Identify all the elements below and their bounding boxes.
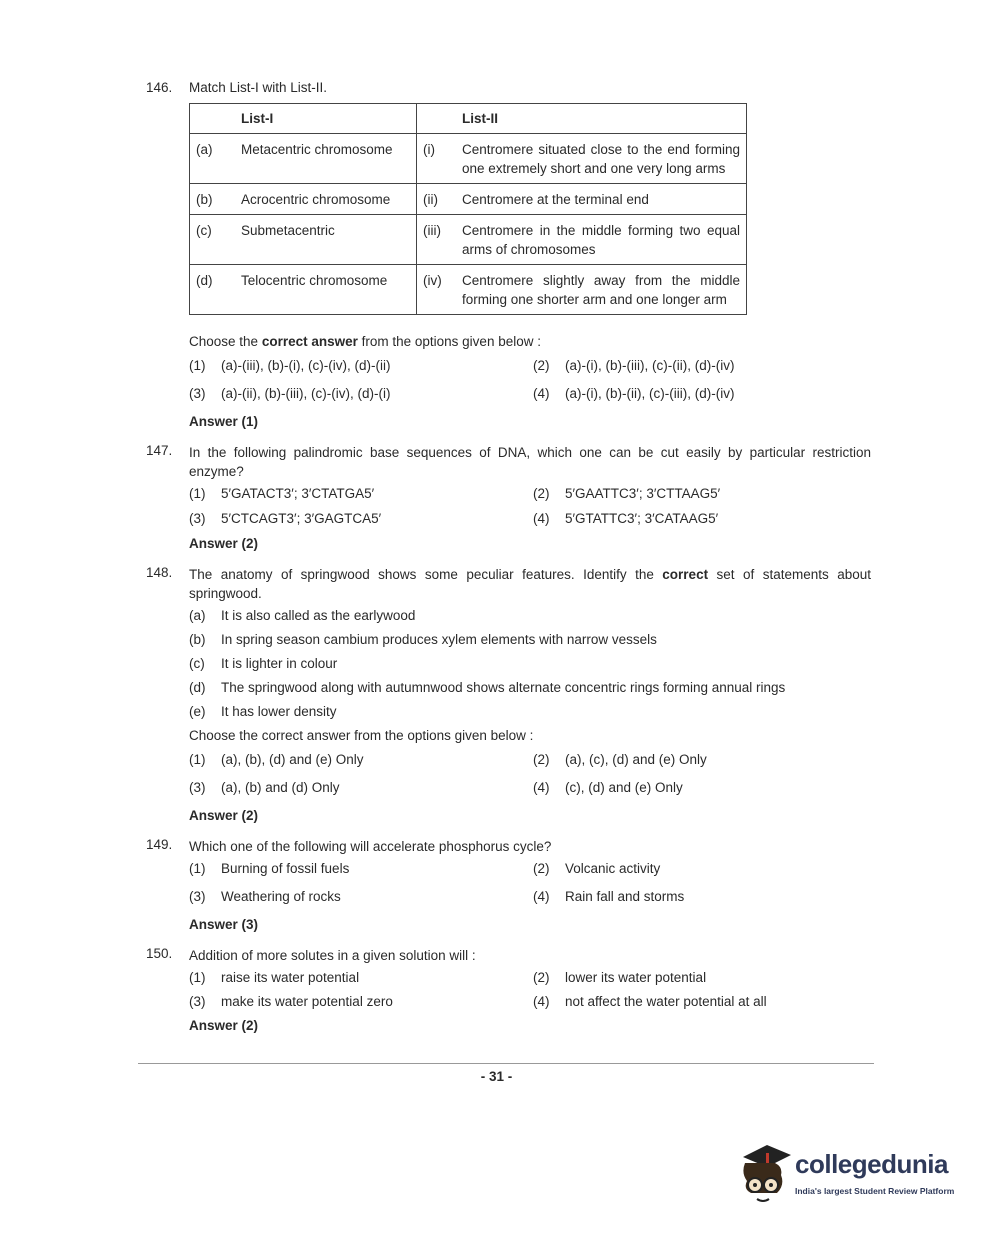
footer-divider xyxy=(138,1063,874,1064)
list-1-item: Telocentric chromosome xyxy=(235,265,417,315)
match-table xyxy=(189,103,747,315)
table-header-row xyxy=(190,104,747,134)
statement-b: (b) In spring season cambium produces xylem elements with narrow vessels xyxy=(189,632,657,647)
list-1-item: Submetacentric xyxy=(235,215,417,265)
option-3: (3) make its water potential zero xyxy=(189,994,393,1009)
brand-tagline: India's largest Student Review Platform xyxy=(795,1186,955,1196)
row-key: (c) xyxy=(190,215,236,265)
answer-label: Answer (2) xyxy=(189,1018,259,1033)
list-2-item: Centromere situated close to the end forming one extremely short and one very long arms xyxy=(456,134,747,184)
statement-a: (a) It is also called as the earlywood xyxy=(189,608,416,623)
question-text: Which one of the following will accelerate phosphorus cycle? xyxy=(189,839,552,854)
option-1: (1) raise its water potential xyxy=(189,970,360,985)
list-2-item: Centromere at the terminal end xyxy=(456,184,747,215)
option-3: (3) (a), (b) and (d) Only xyxy=(189,780,340,795)
option-4: (4) not affect the water potential at all xyxy=(533,994,767,1009)
option-2: (2) Volcanic activity xyxy=(533,861,661,876)
answer-label: Answer (3) xyxy=(189,917,259,932)
row-key: (d) xyxy=(190,265,236,315)
statement-d: (d) The springwood along with autumnwood shows alternate concentric rings forming annual rings xyxy=(189,680,786,695)
list-2-item: Centromere slightly away from the middle forming one shorter arm and one longer arm xyxy=(456,265,747,315)
answer-label: Answer (2) xyxy=(189,808,259,823)
choose-instruction: Choose the correct answer from the options given below : xyxy=(189,728,534,743)
question-number: 149. xyxy=(146,837,173,852)
option-2: (2) (a)-(i), (b)-(iii), (c)-(ii), (d)-(iv) xyxy=(533,358,735,373)
brand-name: collegedunia xyxy=(795,1149,948,1179)
page-number: - 31 - xyxy=(480,1069,513,1084)
table-row xyxy=(190,215,747,265)
row-roman: (i) xyxy=(417,134,457,184)
list-2-item: Centromere in the middle forming two equal arms of chromosomes xyxy=(456,215,747,265)
option-1: (1) (a), (b), (d) and (e) Only xyxy=(189,752,364,767)
option-4: (4) Rain fall and storms xyxy=(533,889,685,904)
answer-label: Answer (2) xyxy=(189,536,259,551)
option-4: (4) 5′GTATTC3′; 3′CATAAG5′ xyxy=(533,511,719,526)
choose-instruction: Choose the correct answer from the options given below : xyxy=(189,334,541,349)
question-number: 147. xyxy=(146,443,173,458)
option-4: (4) (c), (d) and (e) Only xyxy=(533,780,683,795)
question-text: The anatomy of springwood shows some peculiar features. Identify the correct set of statements about springwood. xyxy=(189,567,871,601)
row-roman: (iii) xyxy=(417,215,457,265)
row-key: (b) xyxy=(190,184,236,215)
option-2: (2) lower its water potential xyxy=(533,970,707,985)
question-number: 150. xyxy=(146,946,173,961)
option-1: (1) 5′GATACT3′; 3′CTATGA5′ xyxy=(189,486,375,501)
question-text: Match List-I with List-II. xyxy=(189,80,328,95)
list-1-header: List-I xyxy=(235,104,417,134)
option-2: (2) (a), (c), (d) and (e) Only xyxy=(533,752,707,767)
mascot-icon xyxy=(737,1139,793,1205)
list-1-item: Acrocentric chromosome xyxy=(235,184,417,215)
option-3: (3) Weathering of rocks xyxy=(189,889,341,904)
row-key: (a) xyxy=(190,134,236,184)
option-1: (1) Burning of fossil fuels xyxy=(189,861,350,876)
table-row xyxy=(190,265,747,315)
answer-label: Answer (1) xyxy=(189,414,259,429)
list-1-item: Metacentric chromosome xyxy=(235,134,417,184)
collegedunia-logo xyxy=(737,1137,967,1207)
option-4: (4) (a)-(i), (b)-(ii), (c)-(iii), (d)-(iv) xyxy=(533,386,735,401)
row-roman: (iv) xyxy=(417,265,457,315)
question-text: Addition of more solutes in a given solution will : xyxy=(189,948,476,963)
row-roman: (ii) xyxy=(417,184,457,215)
question-number: 148. xyxy=(146,565,173,580)
option-1: (1) (a)-(iii), (b)-(i), (c)-(iv), (d)-(ii) xyxy=(189,358,391,373)
question-text: In the following palindromic base sequences of DNA, which one can be cut easily by particular restriction enzyme? xyxy=(189,445,871,479)
table-row xyxy=(190,184,747,215)
option-2: (2) 5′GAATTC3′; 3′CTTAAG5′ xyxy=(533,486,721,501)
statement-e: (e) It has lower density xyxy=(189,704,337,719)
option-3: (3) 5′CTCAGT3′; 3′GAGTCA5′ xyxy=(189,511,382,526)
statement-c: (c) It is lighter in colour xyxy=(189,656,338,671)
table-row xyxy=(190,134,747,184)
option-3: (3) (a)-(ii), (b)-(iii), (c)-(iv), (d)-(i) xyxy=(189,386,391,401)
question-number: 146. xyxy=(146,80,173,95)
list-2-header: List-II xyxy=(456,104,747,134)
